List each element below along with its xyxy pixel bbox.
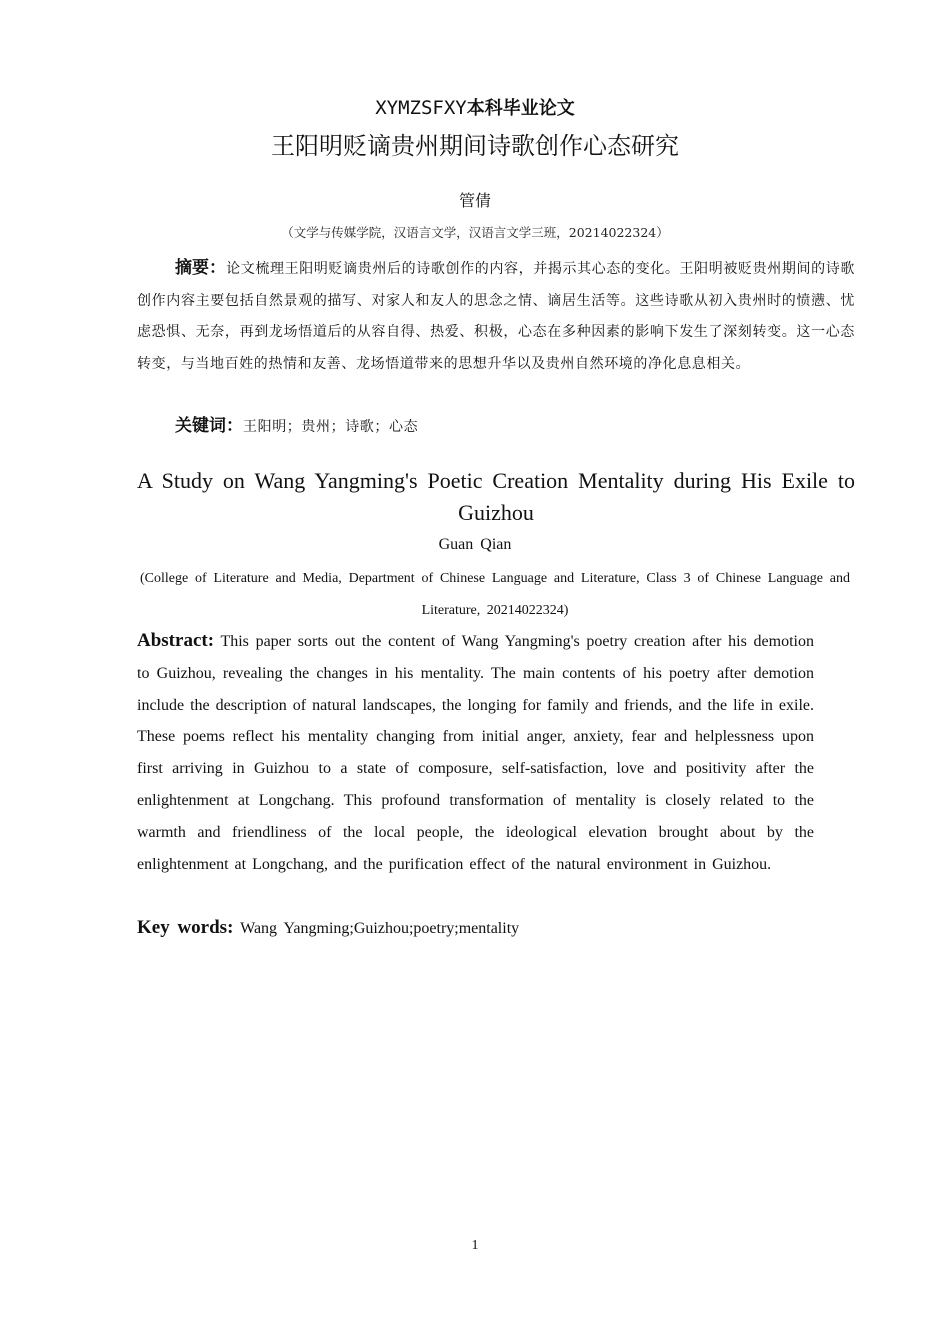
english-title: A Study on Wang Yangming's Poetic Creation Mentality during His Exile to Guizhou [137,468,855,525]
english-keywords [137,913,519,944]
english-abstract [137,625,814,880]
english-keywords-label: Key words: [137,917,234,938]
header-thesis-type: 本科毕业论文 [466,98,575,119]
thesis-header [0,94,950,122]
english-keywords-text: Wang Yangming;Guizhou;poetry;mentality [240,920,520,937]
chinese-author: 管倩 [458,191,491,210]
chinese-keywords-text: 王阳明；贵州；诗歌；心态 [243,419,419,435]
chinese-abstract-text: 论文梳理王阳明贬谪贵州后的诗歌创作的内容，并揭示其心态的变化。王阳明被贬贵州期间的诗歌创作内容主要包括自然景观的描写、对家人和友人的思念之情、谪居生活等。这些诗歌从初入贵州时的愤懑、忧虑恐惧、无奈，再到龙场悟道后的从容自得、热爱、积极，心态在多种因素的影响下发生了深刻转变。这一心态转变，与当地百姓的热情和友善、龙场悟道带来的思想升华以及贵州自然环境的净化息息相关。 [137,261,855,372]
chinese-abstract-label: 摘要： [175,258,227,278]
english-abstract-text: This paper sorts out the content of Wang Yangming's poetry creation after his demotion to Guizhou, revealing the changes in his mentality. The main contents of his poetry after demotion include the description of natural landscapes, the longing for family and friends, and the life in exile. These poems reflect his mentality changing from initial anger, anxiety, fear and helplessness upon first arriving in Guizhou to a state of composure, self-satisfaction, love and positivity after the enlightenment at Longchang. This profound transformation of mentality is closely related to the warmth and friendliness of the local people, the ideological elevation brought about by the enlightenment at Longchang, and the purification effect of the natural environment in Guizhou. [137,633,814,873]
page-number: 1 [471,1238,479,1253]
header-series-code: XYMZSFXY [375,97,467,119]
english-affiliation: (College of Literature and Media, Department of Chinese Language and Literature, Class 3 of Chinese Language and Literature, 20214022324) [140,571,850,618]
chinese-affiliation: （文学与传媒学院，汉语言文学，汉语言文学三班，20214022324） [281,225,669,240]
chinese-keywords [175,411,418,442]
english-author: Guan Qian [438,536,512,553]
chinese-abstract [137,253,855,380]
chinese-keywords-label: 关键词： [175,416,243,436]
chinese-title: 王阳明贬谪贵州期间诗歌创作心态研究 [271,132,679,160]
english-abstract-label: Abstract: [137,630,215,651]
